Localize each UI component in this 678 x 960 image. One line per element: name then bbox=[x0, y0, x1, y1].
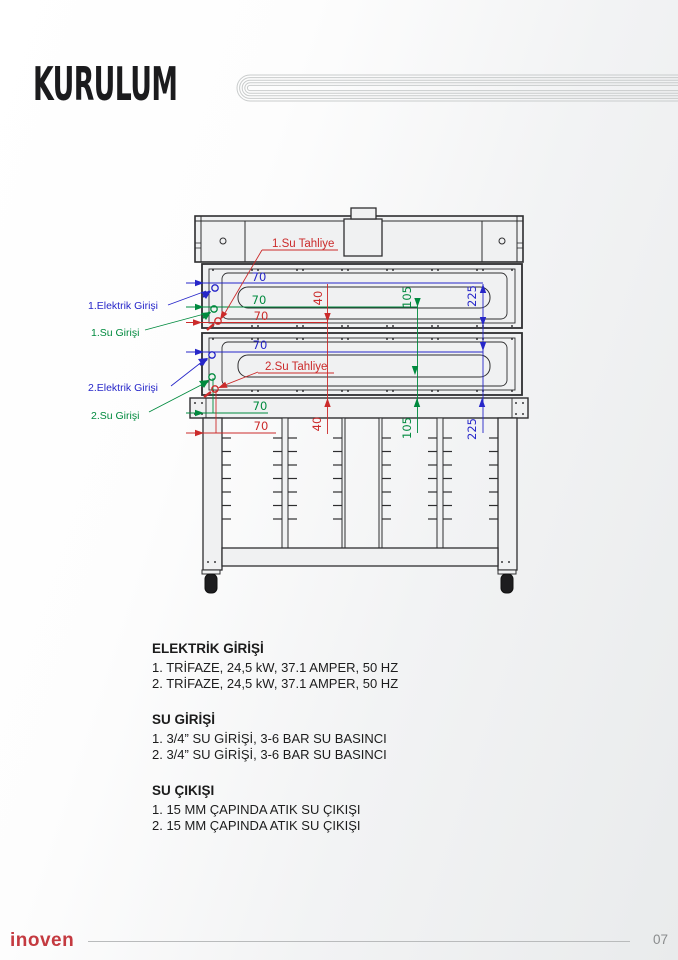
spec-electric bbox=[152, 641, 492, 691]
dim-deck1-70-drain: 70 bbox=[253, 309, 269, 323]
chimney bbox=[344, 208, 382, 256]
brand-logo: inoven bbox=[10, 930, 75, 951]
label-electric-2: 2.Elektrik Girişi bbox=[88, 382, 159, 394]
spec-sections bbox=[152, 641, 492, 854]
spec-water-in-heading: SU GİRİŞİ bbox=[152, 712, 216, 727]
page-number: 07 bbox=[652, 932, 668, 947]
spec-electric-line-2: 2. TRİFAZE, 24,5 kW, 37.1 AMPER, 50 HZ bbox=[152, 675, 399, 691]
dim-deck1-105: 105 bbox=[400, 286, 414, 308]
dim-deck2-70-electric: 70 bbox=[252, 338, 268, 352]
dim-base-225: 225 bbox=[465, 418, 479, 440]
dim-deck1-225: 225 bbox=[465, 285, 479, 307]
dim-base-70-drain: 70 bbox=[253, 419, 269, 433]
dim-base-70-water: 70 bbox=[252, 399, 268, 413]
label-drain-1: 1.Su Tahliye bbox=[272, 238, 335, 250]
casters bbox=[202, 570, 516, 593]
dim-base-105: 105 bbox=[400, 417, 414, 439]
spec-electric-line-1: 1. TRİFAZE, 24,5 kW, 37.1 AMPER, 50 HZ bbox=[152, 660, 399, 675]
spec-electric-heading: ELEKTRİK GİRİŞİ bbox=[152, 641, 264, 656]
spec-water-out-heading: SU ÇIKIŞI bbox=[152, 783, 215, 798]
label-water-in-2: 2.Su Girişi bbox=[91, 410, 140, 422]
dim-deck1-70-electric: 70 bbox=[251, 270, 267, 284]
caster-wheel-left bbox=[205, 574, 217, 593]
page-title: KURULUM bbox=[33, 57, 178, 111]
spec-water-in-line-2: 2. 3/4” SU GİRİŞİ, 3-6 BAR SU BASINCI bbox=[152, 746, 387, 762]
dim-deck1-40: 40 bbox=[311, 290, 325, 306]
footer-rule bbox=[88, 941, 630, 942]
spec-water-in bbox=[152, 712, 492, 762]
label-water-in-1: 1.Su Girişi bbox=[91, 327, 140, 339]
spec-water-out bbox=[152, 783, 492, 833]
spec-water-out-line-1: 1. 15 MM ÇAPINDA ATIK SU ÇIKIŞI bbox=[152, 802, 361, 817]
dim-base-40: 40 bbox=[310, 416, 324, 432]
caster-wheel-right bbox=[501, 574, 513, 593]
spec-water-out-line-2: 2. 15 MM ÇAPINDA ATIK SU ÇIKIŞI bbox=[152, 817, 361, 833]
oven-deck-2 bbox=[202, 333, 522, 395]
label-electric-1: 1.Elektrik Girişi bbox=[88, 300, 159, 312]
label-drain-2: 2.Su Tahliye bbox=[265, 361, 328, 373]
dim-deck1-70-water: 70 bbox=[251, 293, 267, 307]
spec-water-in-line-1: 1. 3/4” SU GİRİŞİ, 3-6 BAR SU BASINCI bbox=[152, 731, 387, 746]
